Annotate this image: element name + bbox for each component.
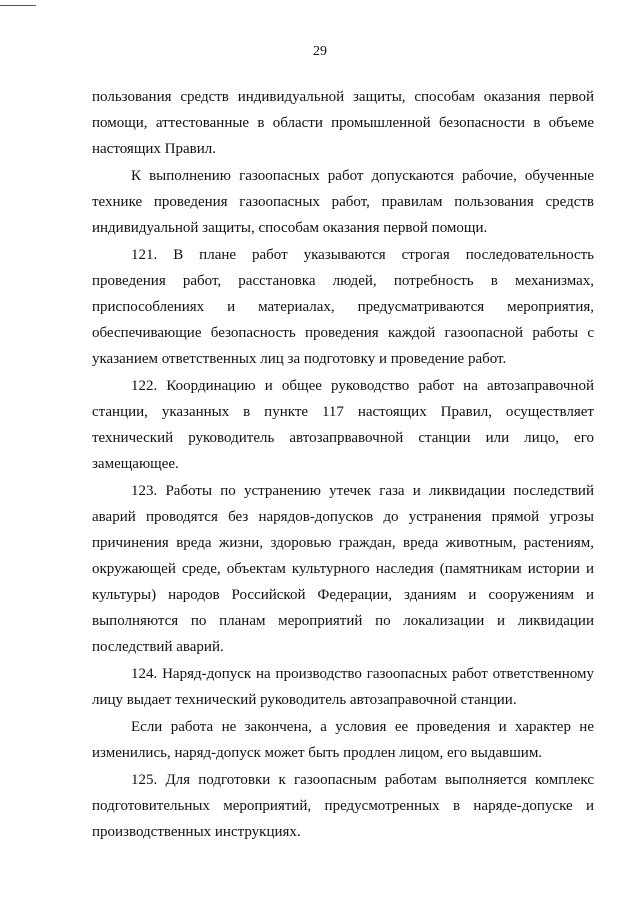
- paragraph-121: 121. В плане работ указываются строгая последовательность проведения работ, расстановка людей, потребность в механизмах, приспособлениях и материалах, предусматриваются мероприятия, обеспечивающие безопасность проведения каждой газоопасной работы с указанием ответственных лиц за подготовку и проведение работ.: [92, 247, 594, 367]
- paragraph-122: 122. Координацию и общее руководство работ на автозаправочной станции, указанных в пункте 117 настоящих Правил, осуществляет технический руководитель автозапрвавочной станции или лицо, его замещающее.: [92, 378, 594, 472]
- scan-corner-mark: [0, 5, 36, 6]
- paragraph-124: 124. Наряд-допуск на производство газоопасных работ ответственному лицу выдает технический руководитель автозаправочной станции.: [92, 666, 594, 708]
- paragraph-continuation: пользования средств индивидуальной защиты, способам оказания первой помощи, аттестованные в области промышленной безопасности в объеме настоящих Правил.: [92, 89, 594, 157]
- paragraph-124-extension: Если работа не закончена, а условия ее проведения и характер не изменились, наряд-допуск может быть продлен лицом, его выдавшим.: [92, 719, 594, 761]
- page-number: 29: [313, 44, 327, 59]
- paragraph-125: 125. Для подготовки к газоопасным работам выполняется комплекс подготовительных мероприятий, предусмотренных в наряде-допуске и производственных инструкциях.: [92, 772, 594, 840]
- paragraph-admission: К выполнению газоопасных работ допускаются рабочие, обученные технике проведения газоопасных работ, правилам пользования средств индивидуальной защиты, способам оказания первой помощи.: [92, 168, 594, 236]
- paragraph-123: 123. Работы по устранению утечек газа и ликвидации последствий аварий проводятся без нарядов-допусков до устранения прямой угрозы причинения вреда жизни, здоровью граждан, вреда животным, растениям, окружающей среде, объектам культурного наследия (памятникам истории и культуры) народов Российской Федерации, зданиям и сооружениям и выполняются по планам мероприятий по локализации и ликвидации последствий аварий.: [92, 483, 594, 655]
- body-text: [92, 84, 594, 845]
